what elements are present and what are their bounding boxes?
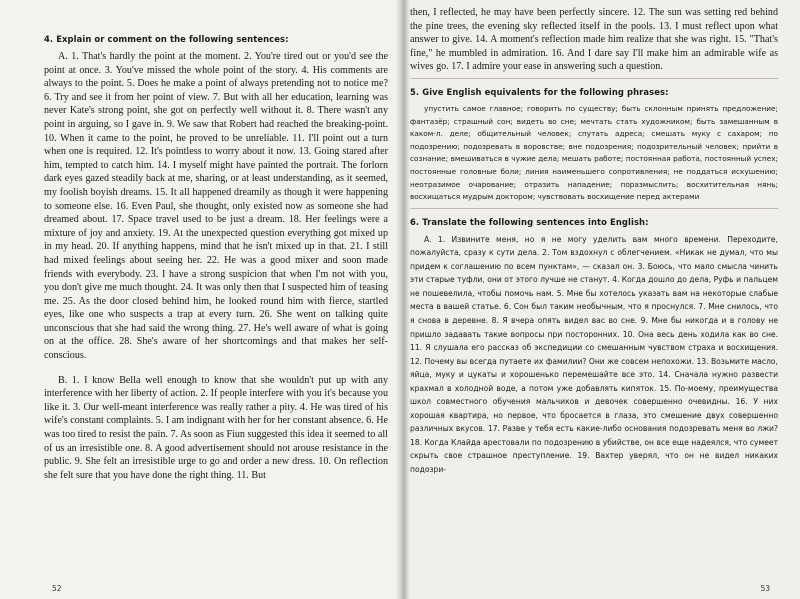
- exercise-4-continuation: then, I reflected, he may have been perfectly sincere. 12. The sun was setting red behind the pine trees, the evening sky reflected itself in the pools. 13. I must reflect upon what answer to give. 14. A moment's reflection made him realize that she was right. 15. "That's fine," he mumbled in admiration. 16. And I dare say I'll make him an admirable wife as wives go. 17. I admire your ease in answering such a question.: [410, 7, 778, 73]
- exercise-5-phrases: упустить самое главное; говорить по существу; быть склонным принять предложение; фантазёр; страшный сон; видеть во сне; мечтать стать художником; быть замешанным в каком-л. деле; общительный человек; спутать адреса; смешать муку с сахаром; по подозрению; подозревать в воровстве; вне подозрения; подозрительный человек; прийти в сознание; вмешиваться в чужие дела; мешать работе; постоянная работа, постоянный успех; постоянные головные боли; линия наименьшего сопротивления; не поддаться искушению; неотразимое очарование; отразить нападение; поразмыслить; восхитительная нянь; восхищаться мудрым доктором; чувствовать восхищение перед актерами: [410, 103, 778, 202]
- exercise-6-section-a: A. 1. Извините меня, но я не могу уделить вам много времени. Переходите, пожалуйста, сразу к сути дела. 2. Том вздохнул с облегчением. «Никак не думал, что мы придем к соглашению по всем пунктам», — сказал он. 3. Боюсь, что мало смысла чинить эти старые туфли, они от этого лучше не станут. 4. Когда дошло до дела, Руфь и пальцем не пошевелила, чтобы помочь нам. 5. Мне бы хотелось указать вам на некоторые слабые места в вашей статье. 6. Сон был таким необычным, что я проснулся. 7. Мне снилось, что я снова в деревне. 8. Я вчера опять видел вас во сне. 9. Мне бы никогда и в голову не пришло задавать такие вопросы при посторонних. 10. Она весь день ходила как во сне. 11. Я слушала его рассказ об экспедиции со смешанным чувством страха и восхищения. 12. Почему вы всегда путаете их фамилии? Они же совсем непохожи. 13. Возьмите масло, яйца, муку и цукаты и хорошенько перемешайте все это. 14. Сначала нужно развести крахмал в холодной воде, а потом уже добавлять кипяток. 15. По-моему, преимущества школ совместного обучения мальчиков и девочек совершенно очевидны. 16. У них хорошая квартира, но первое, что бросается в глаза, это смешение двух совершенно различных вкусов. 17. Разве у тебя есть какие-либо основания подозревать меня во лжи? 18. Когда Клайда арестовали по подозрению в убийстве, он все еще надеялся, что сумеет скрыть свое страшное преступление. 19. Вахтер уверял, что он не видел никаких подозри-: [410, 234, 778, 475]
- right-page: [402, 0, 800, 599]
- exercise-4-section-a: A. 1. That's hardly the point at the moment. 2. You're tired out or you'd see the point at once. 3. You've missed the whole point of the story. 4. His comments are always to the point. 5. Does he make a point of always pretending not to notice me? 6. Try and see it from her point of view. 7. But with all her education, learning was never Kate's strong point, she got on perfectly well without it. 8. There wasn't any point in arguing, so I gave in. 9. We saw that Robert had reached the breaking-point. 10. When it came to the point, he proved to be unreliable. 11. I'll point out a turn when one is required. 12. It's pointless to worry about it now. 13. Going stared after him, tempted to catch him. 14. I myself might have painted the portrait. The forlorn dark eyes gazed steadily back at me, sharing, or at least understanding, as it seemed, my foolish boyish dreams. 15. It all happened dreamily as though it were happening to someone else. 16. Even Paul, she thought, only existed now as someone she had dreamed about. 17. Space travel used to be just a dream. 18. Her feelings were a mixture of joy and anxiety. 19. At the unexpected question everything got mixed up in my head. 20. If anything happens, mind that he isn't mixed up in that. 21. I still had mixed feelings about seeing her. 22. He was a good mixer and soon made friends with everybody. 23. I have a strong suspicion that when I'm not with you, you don't give me much thought. 24. It was only then that I suspected him of teasing me. 25. As the door closed behind him, he looked round him with fierce, startled eyes, like one who suspects a trap at every turn. 26. She went on talking quite unconscious that she had said the wrong thing. 27. He's well aware of what is going on at the office. 28. She's aware of her shortcomings and that makes her self-conscious.: [44, 51, 388, 362]
- exercise-4-section-b: B. 1. I know Bella well enough to know that she wouldn't put up with any interference with her liberty of action. 2. If people interfere with you it's because you like it. 3. Our well-meant interference was really rather a pity. 4. He was tired of his wife's constant complaints. 5. I am indignant with her for her constant absence. 6. He was too tired to resist the pain. 7. As soon as Fiun suggested this idea it seemed to all of us an irresistible one. 8. A good advertisement should not arouse resistance in the public. 9. She felt an irresistible urge to go and order a new dress. 10. On reflection she felt sure that you have done the right thing. 11. But: [44, 374, 388, 481]
- divider: [410, 208, 778, 209]
- right-page-number: 53: [760, 584, 770, 593]
- exercise-5-heading: 5. Give English equivalents for the following phrases:: [410, 86, 669, 97]
- divider: [410, 78, 778, 79]
- exercise-6-heading: 6. Translate the following sentences into English:: [410, 216, 649, 227]
- left-page-number: 52: [52, 584, 62, 593]
- book-gutter-shadow: [396, 0, 410, 599]
- exercise-4-heading: 4. Explain or comment on the following sentences:: [44, 34, 289, 44]
